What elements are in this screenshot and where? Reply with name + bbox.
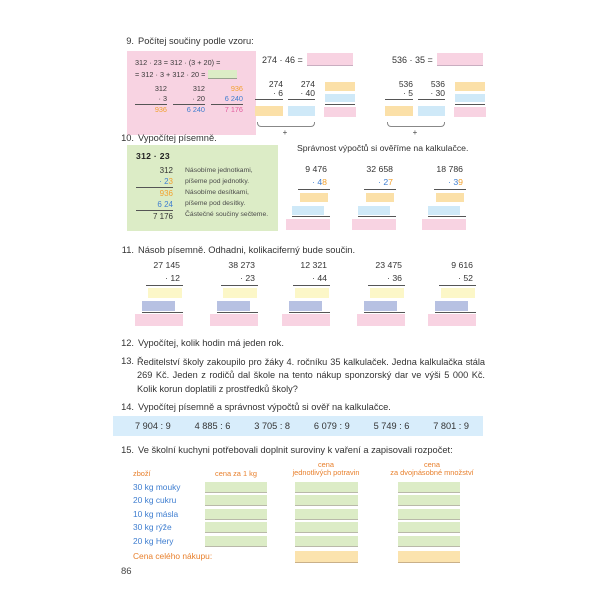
answer-box[interactable] [148, 288, 182, 298]
example-line-1: 312 · 23 = 312 · (3 + 20) = [135, 58, 221, 67]
problem-group-536x35 [385, 51, 505, 143]
division-problems-band [113, 416, 483, 436]
exercise-14-heading [110, 402, 391, 413]
exercise-number: 9. [126, 36, 134, 46]
table-row-label: 20 kg Hery [133, 536, 174, 546]
table-row-label: 20 kg cukru [133, 495, 177, 505]
answer-box[interactable] [324, 107, 356, 117]
answer-box[interactable] [295, 288, 329, 298]
answer-cell[interactable] [295, 509, 358, 520]
answer-cell[interactable] [295, 522, 358, 533]
table-row-label: 30 kg rýže [133, 522, 172, 532]
exercise-number: 12. [121, 338, 134, 348]
exercise-11-heading [110, 245, 355, 256]
rule-line [142, 312, 183, 313]
plus-brace [257, 122, 315, 127]
answer-cell[interactable] [205, 482, 267, 493]
answer-box[interactable] [286, 219, 330, 230]
exercise-12-heading [110, 338, 284, 349]
answer-box[interactable] [455, 94, 485, 102]
answer-box[interactable] [352, 219, 396, 230]
answer-box[interactable] [325, 82, 355, 91]
answer-box[interactable] [217, 301, 250, 311]
exercise-title: Násob písemně. Odhadni, kolikaciferný bude součin. [138, 245, 356, 255]
multiplication-problem: 38 273 · 23 [210, 261, 258, 326]
answer-cell[interactable] [398, 509, 460, 520]
rule-line [435, 312, 476, 313]
rule-line [364, 189, 396, 190]
division-problem: 6 079 : 9 [313, 421, 350, 431]
answer-box[interactable] [135, 314, 183, 326]
division-problem: 7 904 : 9 [135, 421, 171, 431]
answer-cell[interactable] [398, 482, 460, 493]
exercise-10-heading [110, 133, 217, 144]
sum-column [325, 82, 355, 117]
answer-box[interactable] [435, 301, 468, 311]
plus-brace [387, 122, 445, 127]
answer-box[interactable] [358, 206, 390, 215]
table-footer-label: Cena celého nákupu: [133, 551, 213, 561]
answer-cell[interactable] [205, 509, 267, 520]
answer-box[interactable] [422, 219, 466, 230]
exercise-number: 15. [121, 445, 134, 455]
units-column: 536 · 5 [385, 80, 413, 116]
units-column: 274 · 6 [255, 80, 283, 116]
rule-line [439, 285, 476, 286]
equation-row: 536 · 35 = [392, 53, 483, 66]
division-problem: 4 885 : 6 [194, 421, 231, 431]
answer-box[interactable] [370, 288, 404, 298]
exercise-number: 13. [121, 356, 134, 366]
answer-cell[interactable] [398, 522, 460, 533]
table-row-label: 30 kg mouky [133, 482, 181, 492]
answer-cell-total[interactable] [295, 551, 358, 563]
table-header-price-double: cena za dvojnásobné množství [390, 460, 474, 477]
worked-columns [135, 84, 256, 115]
exercise-title: Ve školní kuchyni potřebovali doplnit suroviny k vaření a zapisovali rozpočet: [138, 445, 453, 455]
answer-box[interactable] [364, 301, 397, 311]
worked-multiplication: 312 · 23 936 6 24 7 176 [136, 165, 173, 222]
rule-line [293, 285, 330, 286]
equation-row: 274 · 46 = [262, 53, 353, 66]
multiplication-problem: 27 145 · 12 [135, 261, 183, 326]
rule-line [428, 216, 466, 217]
example-line-2: = 312 · 3 + 312 · 20 = [135, 68, 256, 80]
exercise-title: Vypočítej, kolik hodin má jeden rok. [138, 338, 284, 348]
table-header-price-per-kg: cena za 1 kg [215, 469, 257, 478]
answer-box[interactable] [255, 106, 283, 116]
plus-sign: + [282, 128, 288, 137]
answer-cell[interactable] [398, 495, 460, 506]
multiplication-problem: 9 476 · 48 [286, 165, 330, 230]
rule-line [217, 312, 258, 313]
answer-box[interactable] [366, 193, 394, 202]
answer-cell[interactable] [398, 536, 460, 547]
worked-column-1: 312 · 3 936 [135, 84, 167, 115]
multiplication-problem: 32 658 · 27 [352, 165, 396, 230]
answer-box[interactable] [455, 82, 485, 91]
answer-box[interactable] [454, 107, 486, 117]
answer-blank[interactable] [208, 70, 237, 79]
exercise-15-heading [110, 445, 453, 456]
table-header-goods: zboží [133, 469, 151, 478]
answer-box[interactable] [441, 288, 475, 298]
example-box-written-multiplication [127, 145, 278, 231]
sum-column [455, 82, 485, 117]
answer-cell-total[interactable] [398, 551, 460, 563]
plus-sign: + [412, 128, 418, 137]
division-problem: 3 705 : 8 [254, 421, 291, 431]
tens-column: 536 · 30 [418, 80, 445, 116]
answer-box[interactable] [418, 106, 445, 116]
answer-cell[interactable] [295, 536, 358, 547]
answer-box[interactable] [282, 314, 330, 326]
problem-group-274x46 [255, 51, 375, 143]
answer-cell[interactable] [295, 495, 358, 506]
rule-line [364, 312, 405, 313]
answer-box[interactable] [292, 206, 324, 215]
table-header-price-individual: cena jednotlivých potravin [292, 460, 360, 477]
rule-line [358, 216, 396, 217]
answer-box[interactable] [428, 206, 460, 215]
worked-column-2: 312 · 20 6 240 [173, 84, 205, 115]
answer-box[interactable] [437, 53, 483, 66]
division-problem: 7 801 : 9 [433, 421, 469, 431]
multiplication-problem: 12 321 · 44 [282, 261, 330, 326]
calculator-check-note: Správnost výpočtů si ověříme na kalkulačce. [297, 143, 469, 153]
exercise-number: 11. [121, 245, 134, 255]
answer-cell[interactable] [205, 536, 267, 547]
answer-box[interactable] [325, 94, 355, 102]
exercise-title: Vypočítej písemně a správnost výpočtů si ověř na kalkulačce. [138, 402, 391, 412]
answer-box[interactable] [385, 106, 413, 116]
exercise-number: 10. [121, 133, 134, 143]
answer-box[interactable] [289, 301, 322, 311]
answer-cell[interactable] [295, 482, 358, 493]
answer-box[interactable] [436, 193, 464, 202]
tens-column: 274 · 40 [288, 80, 315, 116]
table-row-label: 10 kg másla [133, 509, 179, 519]
page-number: 86 [121, 566, 132, 577]
rule-line [221, 285, 258, 286]
division-problem: 5 749 : 6 [373, 421, 410, 431]
answer-cell[interactable] [205, 522, 267, 533]
answer-box[interactable] [307, 53, 353, 66]
rule-line [289, 312, 330, 313]
answer-box[interactable] [142, 301, 175, 311]
sum-line [325, 104, 355, 105]
example-title: 312 · 23 [136, 151, 170, 161]
answer-box[interactable] [300, 193, 328, 202]
worked-column-3: 936 6 240 7 176 [211, 84, 243, 115]
multiplication-problem: 18 786 · 39 [422, 165, 466, 230]
answer-box[interactable] [357, 314, 405, 326]
answer-box[interactable] [288, 106, 315, 116]
rule-line [368, 285, 405, 286]
multiplication-problem: 23 475 · 36 [357, 261, 405, 326]
exercise-title: Vypočítej písemně. [138, 133, 217, 143]
rule-line [146, 285, 183, 286]
method-notes: Násobíme jednotkami, píšeme pod jednotky. Násobíme desítkami, píšeme pod desítky. Částečné součiny sečteme. [185, 167, 269, 218]
example-box-distributive [127, 51, 256, 135]
rule-line [434, 189, 466, 190]
answer-box[interactable] [210, 314, 258, 326]
word-problem-text: Ředitelství školy zakoupilo pro žáky 4. ročníku 35 kalkulaček. Jedna kalkulačka stála 269 Kč. Jeden z rodičů dal škole na tento nákup sponzorský dar ve výši 5 000 Kč. Kolik korun doplatili z prostředků školy? [137, 357, 485, 394]
exercise-title: Počítej součiny podle vzoru: [138, 36, 254, 46]
sum-line [455, 104, 485, 105]
rule-line [292, 216, 330, 217]
rule-line [298, 189, 330, 190]
answer-cell[interactable] [205, 495, 267, 506]
exercise-number: 14. [121, 402, 134, 412]
multiplication-problem: 9 616 · 52 [428, 261, 476, 326]
answer-box[interactable] [223, 288, 257, 298]
answer-box[interactable] [428, 314, 476, 326]
exercise-9-heading [110, 36, 254, 47]
